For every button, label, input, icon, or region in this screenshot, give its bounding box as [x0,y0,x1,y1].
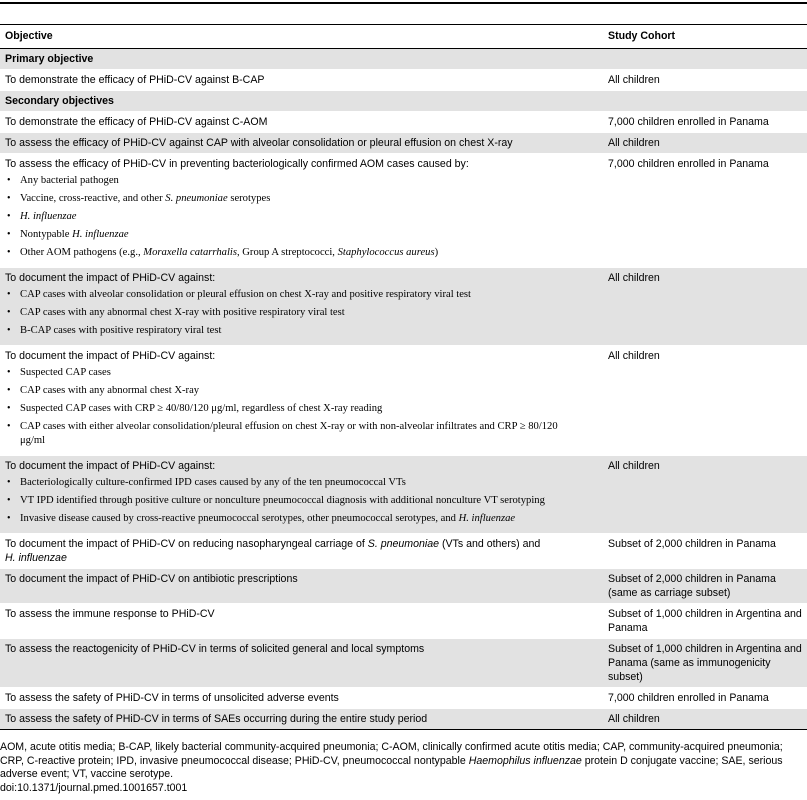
bullet-list [5,366,598,448]
species-name: H. influenzae [5,552,67,564]
species-name: Staphylococcus aureus [337,247,435,258]
list-item: • VT IPD identified through positive culture or nonculture pneumococcal diagnosis with additional nonculture VT serotyping [5,494,550,508]
header-objective: Objective [0,25,603,49]
objective-cell [0,154,603,268]
objective-cell [0,534,603,569]
objective-cell [0,346,603,456]
species-name: S. pneumoniae [367,538,440,550]
section-row-primary [0,49,807,70]
table-row [0,604,807,639]
footnote-text: protein D conjugate vaccine; SAE, serious adverse event; VT, vaccine serotype. [0,754,783,780]
objective-cell: To assess the safety of PHiD-CV in terms of SAEs occurring during the entire study period [0,709,603,730]
cohort-cell: 7,000 children enrolled in Panama [603,112,807,133]
objective-cell: To assess the reactogenicity of PHiD-CV in terms of solicited general and local symptoms [0,639,603,688]
cohort-cell: Subset of 2,000 children in Panama [603,534,807,569]
table-row [0,709,807,730]
list-item [5,174,598,188]
objective-text: (VTs and others) and [439,538,541,550]
section-row-secondary [0,91,807,112]
list-item: • CAP cases with alveolar consolidation or pleural effusion on chest X-ray and positive respiratory viral test [5,288,598,302]
table-row [0,133,807,154]
list-item [5,210,598,224]
bullet-list [5,288,598,338]
table-row [0,569,807,604]
list-item: • CAP cases with any abnormal chest X-ray [5,384,598,398]
list-item [5,192,598,206]
objective-text: To document the impact of PHiD-CV against: [5,350,216,362]
top-rule [0,2,807,4]
table-row [0,112,807,133]
bullet-list [5,476,598,526]
table-row [0,456,807,534]
list-item: • B-CAP cases with positive respiratory viral test [5,324,598,338]
objective-cell: To demonstrate the efficacy of PHiD-CV against B-CAP [0,70,603,91]
cohort-cell: All children [603,70,807,91]
species-name: Moraxella catarrhalis [143,247,237,258]
table-row [0,688,807,709]
species-name: H. influenzae [72,229,129,240]
list-item: • Suspected CAP cases with CRP ≥ 40/80/120 μg/ml, regardless of chest X-ray reading [5,402,598,416]
species-name: H. influenzae [458,513,516,524]
objective-cell [0,456,603,534]
list-item [5,228,598,242]
list-item [5,512,598,526]
objectives-table [0,24,807,730]
list-item-text: , Group A streptococci, [236,247,338,258]
cohort-cell: All children [603,268,807,346]
list-item [5,246,598,260]
header-row [0,25,807,49]
objective-cell: To assess the immune response to PHiD-CV [0,604,603,639]
cohort-cell: All children [603,709,807,730]
list-item-text: Vaccine, cross-reactive, and other [20,193,166,204]
objective-text: To assess the efficacy of PHiD-CV in preventing bacteriologically confirmed AOM cases caused by: [5,158,469,170]
cohort-cell: All children [603,346,807,456]
table-row [0,154,807,268]
list-item-text: Invasive disease caused by cross-reactive pneumococcal serotypes, other pneumococcal serotypes, and [20,513,459,524]
list-item-text: ) [434,247,439,258]
list-item: • Suspected CAP cases [5,366,598,380]
section-label: Primary objective [0,49,807,70]
section-label: Secondary objectives [0,91,807,112]
table-row [0,70,807,91]
species-name: S. pneumoniae [165,193,228,204]
objective-cell: To demonstrate the efficacy of PHiD-CV against C-AOM [0,112,603,133]
cohort-cell: 7,000 children enrolled in Panama [603,688,807,709]
species-name: H. influenzae [20,211,77,222]
cohort-cell: Subset of 2,000 children in Panama (same as carriage subset) [603,569,807,604]
doi-link[interactable]: doi:10.1371/journal.pmed.1001657.t001 [0,781,188,794]
objective-cell: To assess the efficacy of PHiD-CV against CAP with alveolar consolidation or pleural effusion on chest X-ray [0,133,603,154]
cohort-cell: 7,000 children enrolled in Panama [603,154,807,268]
bullet-list [5,174,598,260]
objective-cell: To assess the safety of PHiD-CV in terms of unsolicited adverse events [0,688,603,709]
objective-cell: To document the impact of PHiD-CV on antibiotic prescriptions [0,569,603,604]
cohort-cell: Subset of 1,000 children in Argentina and Panama [603,604,807,639]
list-item: • Bacteriologically culture-confirmed IPD cases caused by any of the ten pneumococcal VTs [5,476,598,490]
list-item: • CAP cases with either alveolar consolidation/pleural effusion on chest X-ray or with non-alveolar infiltrates and CRP ≥ 80/120 μg/ml [5,420,580,448]
table-row [0,346,807,456]
table-row [0,534,807,569]
species-name: Haemophilus influenzae [468,754,582,767]
cohort-cell: Subset of 1,000 children in Argentina and Panama (same as immunogenicity subset) [603,639,807,688]
list-item-text: Nontypable [20,229,73,240]
header-study-cohort: Study Cohort [603,25,807,49]
objective-text: To document the impact of PHiD-CV against: [5,460,216,472]
cohort-cell: All children [603,133,807,154]
objective-text: To document the impact of PHiD-CV on reducing nasopharyngeal carriage of [5,538,368,550]
table-row [0,268,807,346]
table-footnote [0,741,807,795]
table-row [0,639,807,688]
objective-cell [0,268,603,346]
cohort-cell: All children [603,456,807,534]
footnote-text: AOM, acute otitis media; B-CAP, likely bacterial community-acquired pneumonia; C-AOM, clinically confirmed acute otitis media; CAP, community-acquired pneumonia; CRP, C-reactive protein; IPD, invasive pneumococcal disease; PHiD-CV, pneumococcal nontypable [0,741,783,767]
list-item: • CAP cases with any abnormal chest X-ray with positive respiratory viral test [5,306,598,320]
list-item-text: Other AOM pathogens (e.g., [20,247,144,258]
list-item-text: Any bacterial pathogen [20,175,119,186]
objective-text: To document the impact of PHiD-CV against: [5,272,216,284]
list-item-text: serotypes [227,193,271,204]
